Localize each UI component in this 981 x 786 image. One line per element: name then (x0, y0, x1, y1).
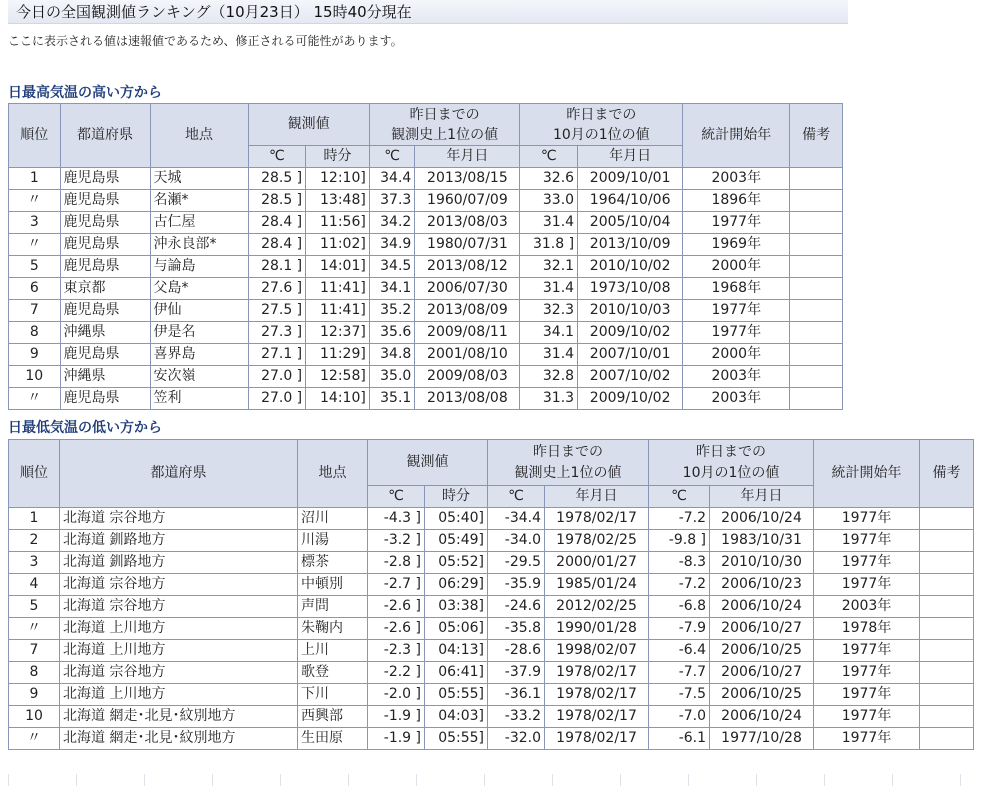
hist-value-cell: 34.1 (369, 278, 414, 300)
pref-cell: 北海道 宗谷地方 (60, 574, 298, 596)
header-obs-time: 時分 (425, 486, 488, 508)
month-value-cell: 32.3 (520, 300, 578, 322)
hist-value-cell: 34.5 (369, 256, 414, 278)
hist-value-cell: -29.5 (488, 552, 545, 574)
obs-time-cell: 11:56] (306, 212, 370, 234)
table-row (9, 344, 843, 366)
start-year-cell: 1977年 (683, 322, 790, 344)
obs-value-cell: 28.4 ] (248, 212, 306, 234)
month-date-cell: 2007/10/01 (578, 344, 683, 366)
point-cell: 中頓別 (298, 574, 368, 596)
obs-value-cell: -2.2 ] (368, 662, 425, 684)
hist-value-cell: 34.4 (369, 168, 414, 190)
rank-cell: 8 (9, 322, 61, 344)
start-year-cell: 1977年 (683, 212, 790, 234)
hist-date-cell: 2009/08/11 (415, 322, 520, 344)
rank-cell: 〃 (9, 618, 60, 640)
obs-value-cell: 27.5 ] (248, 300, 306, 322)
pref-cell: 鹿児島県 (60, 256, 150, 278)
hist-date-cell: 1978/02/17 (545, 684, 649, 706)
hist-value-cell: -34.0 (488, 530, 545, 552)
header-rank: 順位 (9, 440, 60, 508)
point-cell: 古仁屋 (150, 212, 248, 234)
month-value-cell: 33.0 (520, 190, 578, 212)
month-value-cell: -6.8 (649, 596, 710, 618)
month-date-cell: 2009/10/02 (578, 322, 683, 344)
header-pref: 都道府県 (60, 440, 298, 508)
note-cell (920, 662, 974, 684)
table-row (9, 366, 843, 388)
table-row (9, 300, 843, 322)
start-year-cell: 1969年 (683, 234, 790, 256)
pref-cell: 北海道 網走･北見･紋別地方 (60, 728, 298, 750)
obs-value-cell: -1.9 ] (368, 706, 425, 728)
obs-time-cell: 12:58] (306, 366, 370, 388)
obs-time-cell: 04:13] (425, 640, 488, 662)
start-year-cell: 1977年 (683, 300, 790, 322)
month-date-cell: 2010/10/02 (578, 256, 683, 278)
point-cell: 朱鞠内 (298, 618, 368, 640)
header-hist-deg: ℃ (488, 486, 545, 508)
hist-date-cell: 2006/07/30 (415, 278, 520, 300)
note-cell (790, 388, 843, 410)
start-year-cell: 1977年 (814, 684, 920, 706)
pref-cell: 北海道 宗谷地方 (60, 596, 298, 618)
start-year-cell: 1977年 (814, 706, 920, 728)
hist-value-cell: 34.9 (369, 234, 414, 256)
hist-value-cell: 35.2 (369, 300, 414, 322)
start-year-cell: 1977年 (814, 552, 920, 574)
obs-time-cell: 11:41] (306, 300, 370, 322)
header-pref: 都道府県 (60, 104, 150, 168)
obs-value-cell: -2.3 ] (368, 640, 425, 662)
month-date-cell: 1983/10/31 (710, 530, 814, 552)
month-date-cell: 2009/10/01 (578, 168, 683, 190)
start-year-cell: 1968年 (683, 278, 790, 300)
start-year-cell: 2000年 (683, 344, 790, 366)
start-year-cell: 2003年 (683, 168, 790, 190)
obs-time-cell: 14:01] (306, 256, 370, 278)
hist-date-cell: 2013/08/08 (415, 388, 520, 410)
month-value-cell: -7.7 (649, 662, 710, 684)
pref-cell: 鹿児島県 (60, 300, 150, 322)
note-cell (920, 618, 974, 640)
month-date-cell: 2007/10/02 (578, 366, 683, 388)
low-section-title: 日最低気温の低い方から (8, 420, 162, 436)
point-cell: 沼川 (298, 508, 368, 530)
start-year-cell: 2003年 (683, 366, 790, 388)
month-date-cell: 2006/10/25 (710, 684, 814, 706)
rank-cell: 1 (9, 508, 60, 530)
rank-cell: 5 (9, 596, 60, 618)
point-cell: 標茶 (298, 552, 368, 574)
point-cell: 下川 (298, 684, 368, 706)
obs-time-cell: 04:03] (425, 706, 488, 728)
hist-value-cell: 34.2 (369, 212, 414, 234)
rank-cell: 5 (9, 256, 61, 278)
obs-time-cell: 12:37] (306, 322, 370, 344)
hist-date-cell: 1978/02/17 (545, 662, 649, 684)
rank-cell: 10 (9, 366, 61, 388)
high-temp-table (8, 103, 843, 410)
header-month-date: 年月日 (710, 486, 814, 508)
table-row (9, 322, 843, 344)
rank-cell: 9 (9, 344, 61, 366)
table-row (9, 552, 974, 574)
hist-date-cell: 2013/08/09 (415, 300, 520, 322)
header-obs: 観測値 (368, 440, 488, 486)
high-section-title: 日最高気温の高い方から (8, 85, 162, 101)
point-cell: 生田原 (298, 728, 368, 750)
low-temp-table (8, 439, 974, 750)
hist-value-cell: -32.0 (488, 728, 545, 750)
obs-time-cell: 05:52] (425, 552, 488, 574)
note-cell (920, 508, 974, 530)
table-row (9, 278, 843, 300)
month-value-cell: -7.9 (649, 618, 710, 640)
hist-date-cell: 1998/02/07 (545, 640, 649, 662)
note-cell (790, 322, 843, 344)
start-year-cell: 1977年 (814, 640, 920, 662)
month-date-cell: 2006/10/24 (710, 706, 814, 728)
obs-value-cell: -2.7 ] (368, 574, 425, 596)
start-year-cell: 1977年 (814, 574, 920, 596)
obs-value-cell: -2.0 ] (368, 684, 425, 706)
hist-value-cell: -34.4 (488, 508, 545, 530)
month-date-cell: 2010/10/30 (710, 552, 814, 574)
hist-date-cell: 2001/08/10 (415, 344, 520, 366)
obs-time-cell: 05:49] (425, 530, 488, 552)
hist-date-cell: 1978/02/25 (545, 530, 649, 552)
hist-date-cell: 2013/08/15 (415, 168, 520, 190)
pref-cell: 鹿児島県 (60, 168, 150, 190)
header-month-date: 年月日 (578, 146, 683, 168)
note-cell (790, 366, 843, 388)
hist-value-cell: 37.3 (369, 190, 414, 212)
rank-cell: 1 (9, 168, 61, 190)
month-value-cell: -8.3 (649, 552, 710, 574)
month-value-cell: 31.8 ] (520, 234, 578, 256)
month-date-cell: 2006/10/25 (710, 640, 814, 662)
header-obs: 観測値 (248, 104, 369, 146)
obs-time-cell: 06:29] (425, 574, 488, 596)
obs-time-cell: 11:41] (306, 278, 370, 300)
rank-cell: 8 (9, 662, 60, 684)
hist-value-cell: -35.8 (488, 618, 545, 640)
point-cell: 歌登 (298, 662, 368, 684)
month-value-cell: 31.3 (520, 388, 578, 410)
month-value-cell: 31.4 (520, 344, 578, 366)
obs-value-cell: 27.1 ] (248, 344, 306, 366)
obs-time-cell: 05:06] (425, 618, 488, 640)
pref-cell: 沖縄県 (60, 366, 150, 388)
table-row (9, 640, 974, 662)
month-date-cell: 2010/10/03 (578, 300, 683, 322)
note-cell (790, 300, 843, 322)
month-value-cell: 32.1 (520, 256, 578, 278)
rank-cell: 7 (9, 640, 60, 662)
note-cell (790, 168, 843, 190)
hist-value-cell: -36.1 (488, 684, 545, 706)
pref-cell: 北海道 上川地方 (60, 684, 298, 706)
note-cell (920, 640, 974, 662)
note-cell (920, 552, 974, 574)
month-value-cell: -6.1 (649, 728, 710, 750)
hist-date-cell: 1978/02/17 (545, 508, 649, 530)
header-obs-time: 時分 (306, 146, 370, 168)
obs-time-cell: 12:10] (306, 168, 370, 190)
month-date-cell: 1977/10/28 (710, 728, 814, 750)
month-value-cell: -9.8 ] (649, 530, 710, 552)
month-value-cell: -7.5 (649, 684, 710, 706)
month-date-cell: 1973/10/08 (578, 278, 683, 300)
month-date-cell: 2013/10/09 (578, 234, 683, 256)
obs-time-cell: 03:38] (425, 596, 488, 618)
pref-cell: 北海道 上川地方 (60, 640, 298, 662)
month-value-cell: -7.2 (649, 574, 710, 596)
rank-cell: 〃 (9, 234, 61, 256)
note-cell (920, 574, 974, 596)
table-row (9, 530, 974, 552)
hist-date-cell: 1990/01/28 (545, 618, 649, 640)
obs-value-cell: 27.3 ] (248, 322, 306, 344)
header-hist-date: 年月日 (545, 486, 649, 508)
start-year-cell: 1977年 (814, 662, 920, 684)
obs-time-cell: 11:02] (306, 234, 370, 256)
pref-cell: 鹿児島県 (60, 388, 150, 410)
rank-cell: 2 (9, 530, 60, 552)
hist-date-cell: 2000/01/27 (545, 552, 649, 574)
point-cell: 喜界島 (150, 344, 248, 366)
table-row (9, 508, 974, 530)
pref-cell: 北海道 釧路地方 (60, 552, 298, 574)
header-start: 統計開始年 (683, 104, 790, 168)
table-row (9, 706, 974, 728)
table-row (9, 234, 843, 256)
pref-cell: 北海道 釧路地方 (60, 530, 298, 552)
page-bottom-rule (8, 774, 973, 786)
obs-value-cell: 28.5 ] (248, 168, 306, 190)
note-cell (920, 728, 974, 750)
header-obs-deg: ℃ (248, 146, 306, 168)
header-note: 備考 (920, 440, 974, 508)
table-row (9, 728, 974, 750)
rank-cell: 9 (9, 684, 60, 706)
month-value-cell: 34.1 (520, 322, 578, 344)
start-year-cell: 2000年 (683, 256, 790, 278)
point-cell: 父島* (150, 278, 248, 300)
rank-cell: 3 (9, 212, 61, 234)
header-hist: 昨日までの 観測史上1位の値 (488, 440, 649, 486)
obs-time-cell: 13:48] (306, 190, 370, 212)
month-value-cell: 31.4 (520, 278, 578, 300)
table-row (9, 256, 843, 278)
point-cell: 安次嶺 (150, 366, 248, 388)
pref-cell: 東京都 (60, 278, 150, 300)
start-year-cell: 1896年 (683, 190, 790, 212)
hist-date-cell: 2012/02/25 (545, 596, 649, 618)
table-row (9, 684, 974, 706)
note-cell (920, 596, 974, 618)
rank-cell: 〃 (9, 388, 61, 410)
hist-date-cell: 1980/07/31 (415, 234, 520, 256)
rank-cell: 〃 (9, 190, 61, 212)
header-start: 統計開始年 (814, 440, 920, 508)
start-year-cell: 1977年 (814, 530, 920, 552)
hist-value-cell: -37.9 (488, 662, 545, 684)
obs-time-cell: 05:55] (425, 684, 488, 706)
hist-value-cell: -28.6 (488, 640, 545, 662)
point-cell: 伊是名 (150, 322, 248, 344)
month-value-cell: 32.6 (520, 168, 578, 190)
rank-cell: 6 (9, 278, 61, 300)
obs-time-cell: 05:40] (425, 508, 488, 530)
table-row (9, 618, 974, 640)
hist-date-cell: 1985/01/24 (545, 574, 649, 596)
hist-date-cell: 1978/02/17 (545, 728, 649, 750)
header-month: 昨日までの 10月の1位の値 (649, 440, 814, 486)
month-value-cell: 31.4 (520, 212, 578, 234)
table-row (9, 212, 843, 234)
rank-cell: 4 (9, 574, 60, 596)
pref-cell: 鹿児島県 (60, 234, 150, 256)
start-year-cell: 2003年 (683, 388, 790, 410)
note-cell (790, 234, 843, 256)
obs-value-cell: 27.6 ] (248, 278, 306, 300)
month-date-cell: 2009/10/02 (578, 388, 683, 410)
obs-value-cell: 27.0 ] (248, 388, 306, 410)
hist-value-cell: -24.6 (488, 596, 545, 618)
header-month-deg: ℃ (649, 486, 710, 508)
obs-value-cell: 27.0 ] (248, 366, 306, 388)
start-year-cell: 1977年 (814, 728, 920, 750)
pref-cell: 沖縄県 (60, 322, 150, 344)
hist-value-cell: 34.8 (369, 344, 414, 366)
header-rank: 順位 (9, 104, 61, 168)
pref-cell: 鹿児島県 (60, 212, 150, 234)
rank-cell: 10 (9, 706, 60, 728)
table-row (9, 662, 974, 684)
point-cell: 上川 (298, 640, 368, 662)
obs-time-cell: 14:10] (306, 388, 370, 410)
month-date-cell: 2006/10/24 (710, 508, 814, 530)
note-cell (790, 256, 843, 278)
hist-date-cell: 1960/07/09 (415, 190, 520, 212)
table-row (9, 388, 843, 410)
start-year-cell: 2003年 (814, 596, 920, 618)
hist-date-cell: 2013/08/03 (415, 212, 520, 234)
pref-cell: 北海道 網走･北見･紋別地方 (60, 706, 298, 728)
header-hist-deg: ℃ (369, 146, 414, 168)
table-row (9, 190, 843, 212)
obs-value-cell: -2.6 ] (368, 618, 425, 640)
point-cell: 沖永良部* (150, 234, 248, 256)
month-date-cell: 2006/10/27 (710, 618, 814, 640)
month-date-cell: 2006/10/27 (710, 662, 814, 684)
rank-cell: 7 (9, 300, 61, 322)
point-cell: 笠利 (150, 388, 248, 410)
hist-value-cell: -33.2 (488, 706, 545, 728)
obs-value-cell: -4.3 ] (368, 508, 425, 530)
pref-cell: 鹿児島県 (60, 344, 150, 366)
hist-value-cell: 35.1 (369, 388, 414, 410)
page-title: 今日の全国観測値ランキング（10月23日） 15時40分現在 (8, 0, 848, 24)
point-cell: 伊仙 (150, 300, 248, 322)
obs-value-cell: 28.5 ] (248, 190, 306, 212)
obs-value-cell: -3.2 ] (368, 530, 425, 552)
pref-cell: 北海道 宗谷地方 (60, 662, 298, 684)
pref-cell: 鹿児島県 (60, 190, 150, 212)
month-date-cell: 2006/10/23 (710, 574, 814, 596)
start-year-cell: 1978年 (814, 618, 920, 640)
month-value-cell: -7.2 (649, 508, 710, 530)
note-cell (920, 530, 974, 552)
hist-value-cell: 35.6 (369, 322, 414, 344)
point-cell: 天城 (150, 168, 248, 190)
obs-time-cell: 05:55] (425, 728, 488, 750)
point-cell: 名瀬* (150, 190, 248, 212)
notice-text: ここに表示される値は速報値であるため、修正される可能性があります。 (8, 34, 403, 48)
header-month: 昨日までの 10月の1位の値 (520, 104, 683, 146)
month-date-cell: 2006/10/24 (710, 596, 814, 618)
rank-cell: 3 (9, 552, 60, 574)
month-value-cell: -6.4 (649, 640, 710, 662)
pref-cell: 北海道 宗谷地方 (60, 508, 298, 530)
hist-value-cell: -35.9 (488, 574, 545, 596)
month-date-cell: 2005/10/04 (578, 212, 683, 234)
point-cell: 川湯 (298, 530, 368, 552)
note-cell (790, 190, 843, 212)
pref-cell: 北海道 上川地方 (60, 618, 298, 640)
note-cell (790, 344, 843, 366)
hist-date-cell: 2009/08/03 (415, 366, 520, 388)
obs-value-cell: 28.4 ] (248, 234, 306, 256)
point-cell: 声問 (298, 596, 368, 618)
obs-time-cell: 11:29] (306, 344, 370, 366)
month-date-cell: 1964/10/06 (578, 190, 683, 212)
header-point: 地点 (298, 440, 368, 508)
header-note: 備考 (790, 104, 843, 168)
rank-cell: 〃 (9, 728, 60, 750)
header-hist: 昨日までの 観測史上1位の値 (369, 104, 520, 146)
note-cell (920, 684, 974, 706)
header-hist-date: 年月日 (415, 146, 520, 168)
table-row (9, 574, 974, 596)
header-point: 地点 (150, 104, 248, 168)
obs-value-cell: -2.6 ] (368, 596, 425, 618)
point-cell: 西興部 (298, 706, 368, 728)
month-value-cell: 32.8 (520, 366, 578, 388)
obs-value-cell: -1.9 ] (368, 728, 425, 750)
hist-value-cell: 35.0 (369, 366, 414, 388)
note-cell (920, 706, 974, 728)
obs-value-cell: -2.8 ] (368, 552, 425, 574)
table-row (9, 596, 974, 618)
point-cell: 与論島 (150, 256, 248, 278)
start-year-cell: 1977年 (814, 508, 920, 530)
header-month-deg: ℃ (520, 146, 578, 168)
hist-date-cell: 2013/08/12 (415, 256, 520, 278)
note-cell (790, 212, 843, 234)
month-value-cell: -7.0 (649, 706, 710, 728)
obs-time-cell: 06:41] (425, 662, 488, 684)
obs-value-cell: 28.1 ] (248, 256, 306, 278)
note-cell (790, 278, 843, 300)
header-obs-deg: ℃ (368, 486, 425, 508)
table-row (9, 168, 843, 190)
hist-date-cell: 1978/02/17 (545, 706, 649, 728)
